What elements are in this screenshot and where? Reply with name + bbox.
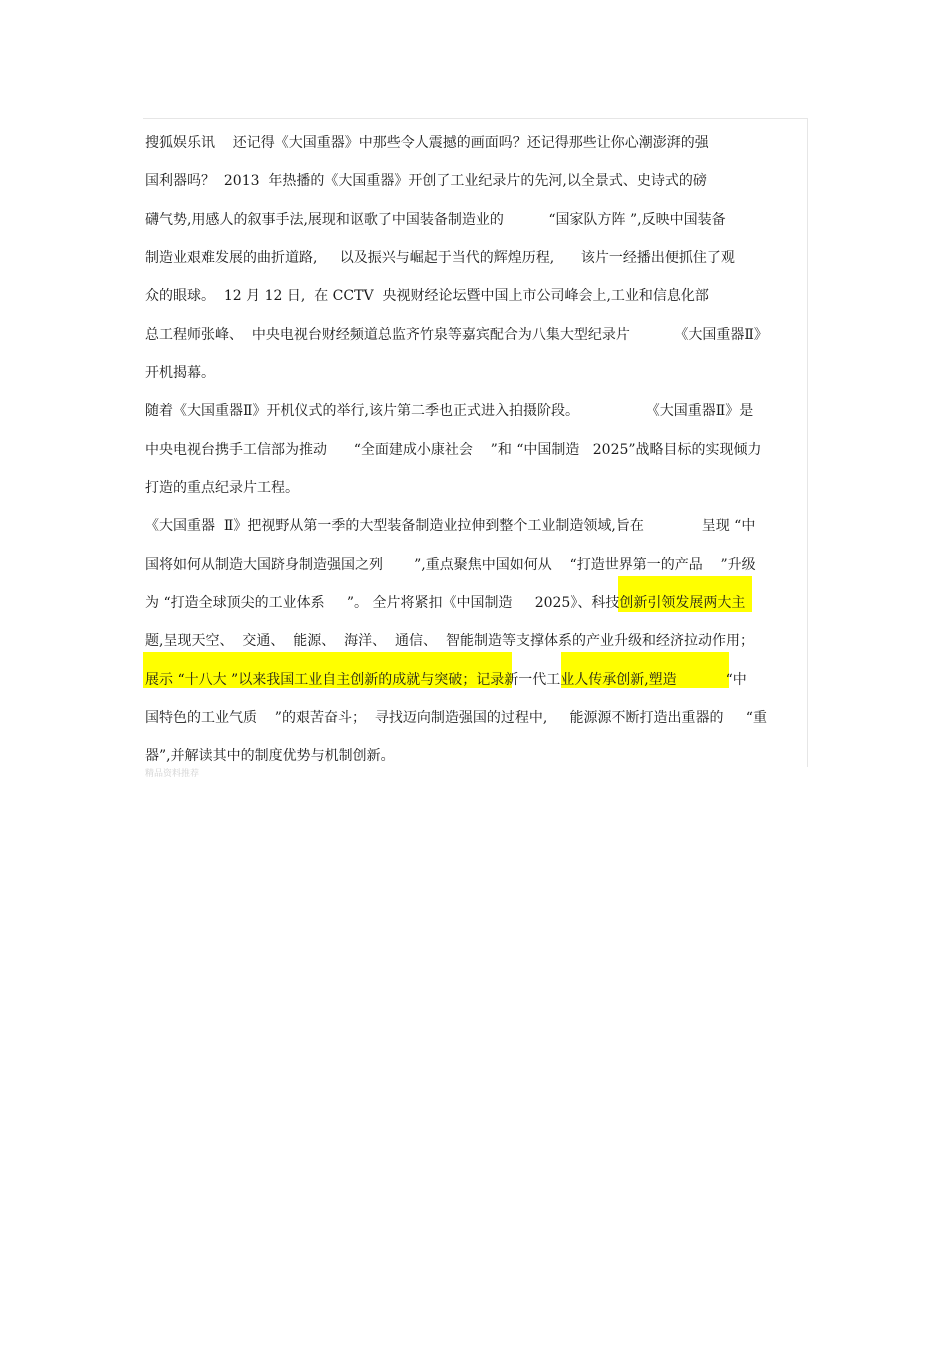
- text-line: 随着《大国重器Ⅱ》开机仪式的举行,该片第二季也正式进入拍摄阶段。 《大国重器Ⅱ》是: [145, 403, 754, 419]
- text-line: 国特色的工业气质 ”的艰苦奋斗； 寻找迈向制造强国的过程中, 能源源不断打造出重器的 “重: [145, 710, 767, 726]
- text-line: 打造的重点纪录片工程。: [145, 480, 299, 496]
- text-line: 展示 “十八大 ”以来我国工业自主创新的成就与突破；记录新一代工业人传承创新,塑造 “中: [145, 672, 747, 688]
- text-line: 国利器吗？ 2013 年热播的《大国重器》开创了工业纪录片的先河,以全景式、史诗式的磅: [145, 173, 707, 189]
- text-line: 搜狐娱乐讯 还记得《大国重器》中那些令人震撼的画面吗？还记得那些让你心潮澎湃的强: [145, 135, 709, 151]
- text-line: 总工程师张峰、 中央电视台财经频道总监齐竹泉等嘉宾配合为八集大型纪录片 《大国重器Ⅱ》: [145, 327, 768, 343]
- text-line: 开机揭幕。: [145, 365, 215, 381]
- text-line: 制造业艰难发展的曲折道路, 以及振兴与崛起于当代的辉煌历程, 该片一经播出便抓住了观: [145, 250, 735, 266]
- text-line: 礴气势,用感人的叙事手法,展现和讴歌了中国装备制造业的 “国家队方阵 ”,反映中国装备: [145, 212, 726, 228]
- text-line: 题,呈现天空、 交通、 能源、 海洋、 通信、 智能制造等支撑体系的产业升级和经济拉动作用；: [145, 633, 754, 649]
- text-line: 为 “打造全球顶尖的工业体系 ”。 全片将紧扣《中国制造 2025》、科技创新引领发展两大主: [145, 595, 746, 611]
- text-line: 众的眼球。 12 月 12 日, 在 CCTV 央视财经论坛暨中国上市公司峰会上,工业和信息化部: [145, 288, 709, 304]
- text-line: 器”,并解读其中的制度优势与机制创新。: [145, 748, 395, 764]
- text-line: 《大国重器 Ⅱ》把视野从第一季的大型装备制造业拉伸到整个工业制造领域,旨在 呈现 “中: [145, 518, 756, 534]
- footnote: 精品资料推荐: [145, 769, 200, 779]
- text-line: 中央电视台携手工信部为推动 “全面建成小康社会 ”和 “中国制造 2025”战略目标的实现倾力: [145, 442, 762, 458]
- text-line: 国将如何从制造大国跻身制造强国之列 ”,重点聚焦中国如何从 “打造世界第一的产品 ”升级: [145, 557, 756, 573]
